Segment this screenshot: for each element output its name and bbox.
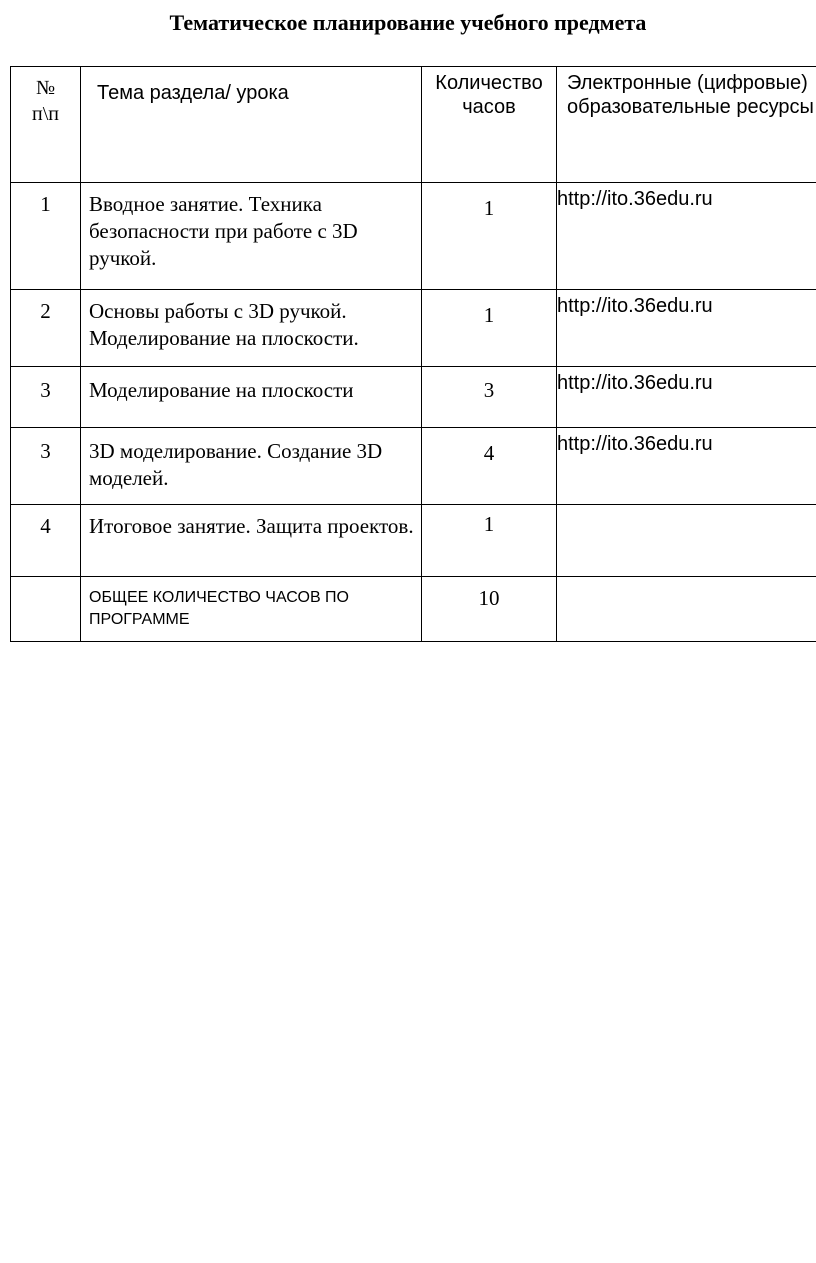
row-hours: 1 bbox=[422, 183, 557, 290]
header-topic-label: Тема раздела/ урока bbox=[97, 82, 289, 104]
total-resource-empty bbox=[557, 577, 816, 642]
table-total-row bbox=[11, 577, 816, 642]
row-topic: Основы работы с 3D ручкой. Моделирование на плоскости. bbox=[81, 290, 422, 367]
total-number-empty bbox=[11, 577, 81, 642]
table-row bbox=[11, 428, 816, 505]
row-resource-link[interactable]: http://ito.36edu.ru bbox=[557, 367, 816, 428]
row-resource-link[interactable]: http://ito.36edu.ru bbox=[557, 290, 816, 367]
header-hours-label: Количество часов bbox=[435, 72, 543, 118]
table-row bbox=[11, 505, 816, 577]
row-resource-link[interactable]: http://ito.36edu.ru bbox=[557, 428, 816, 505]
row-hours: 4 bbox=[422, 428, 557, 505]
row-number: 3 bbox=[11, 367, 81, 428]
row-number: 2 bbox=[11, 290, 81, 367]
table-row bbox=[11, 290, 816, 367]
row-resource-link[interactable]: http://ito.36edu.ru bbox=[557, 183, 816, 290]
row-hours: 1 bbox=[422, 505, 557, 577]
document-title: Тематическое планирование учебного предмета bbox=[169, 10, 647, 35]
row-number: 3 bbox=[11, 428, 81, 505]
total-hours: 10 bbox=[422, 577, 557, 642]
table-row bbox=[11, 367, 816, 428]
row-topic: Моделирование на плоскости bbox=[81, 367, 422, 428]
header-hours bbox=[422, 67, 557, 183]
row-number: 1 bbox=[11, 183, 81, 290]
row-hours: 1 bbox=[422, 290, 557, 367]
row-number: 4 bbox=[11, 505, 81, 577]
row-topic: 3D моделирование. Создание 3D моделей. bbox=[81, 428, 422, 505]
table-row bbox=[11, 183, 816, 290]
header-number-symbol: № bbox=[35, 77, 56, 99]
table-header-row bbox=[11, 67, 816, 183]
thematic-plan-table bbox=[10, 66, 816, 642]
header-resources bbox=[557, 67, 816, 183]
row-hours: 3 bbox=[422, 367, 557, 428]
header-number bbox=[11, 67, 81, 183]
header-topic bbox=[81, 67, 422, 183]
header-resources-label: Электронные (цифровые) образовательные ресурсы bbox=[567, 72, 814, 118]
row-resource-empty bbox=[557, 505, 816, 577]
row-topic: Итоговое занятие. Защита проектов. bbox=[81, 505, 422, 577]
row-topic: Вводное занятие. Техника безопасности при работе с 3D ручкой. bbox=[81, 183, 422, 290]
total-label: ОБЩЕЕ КОЛИЧЕСТВО ЧАСОВ ПО ПРОГРАММЕ bbox=[81, 577, 422, 642]
header-number-abbr: п\п bbox=[32, 103, 59, 125]
